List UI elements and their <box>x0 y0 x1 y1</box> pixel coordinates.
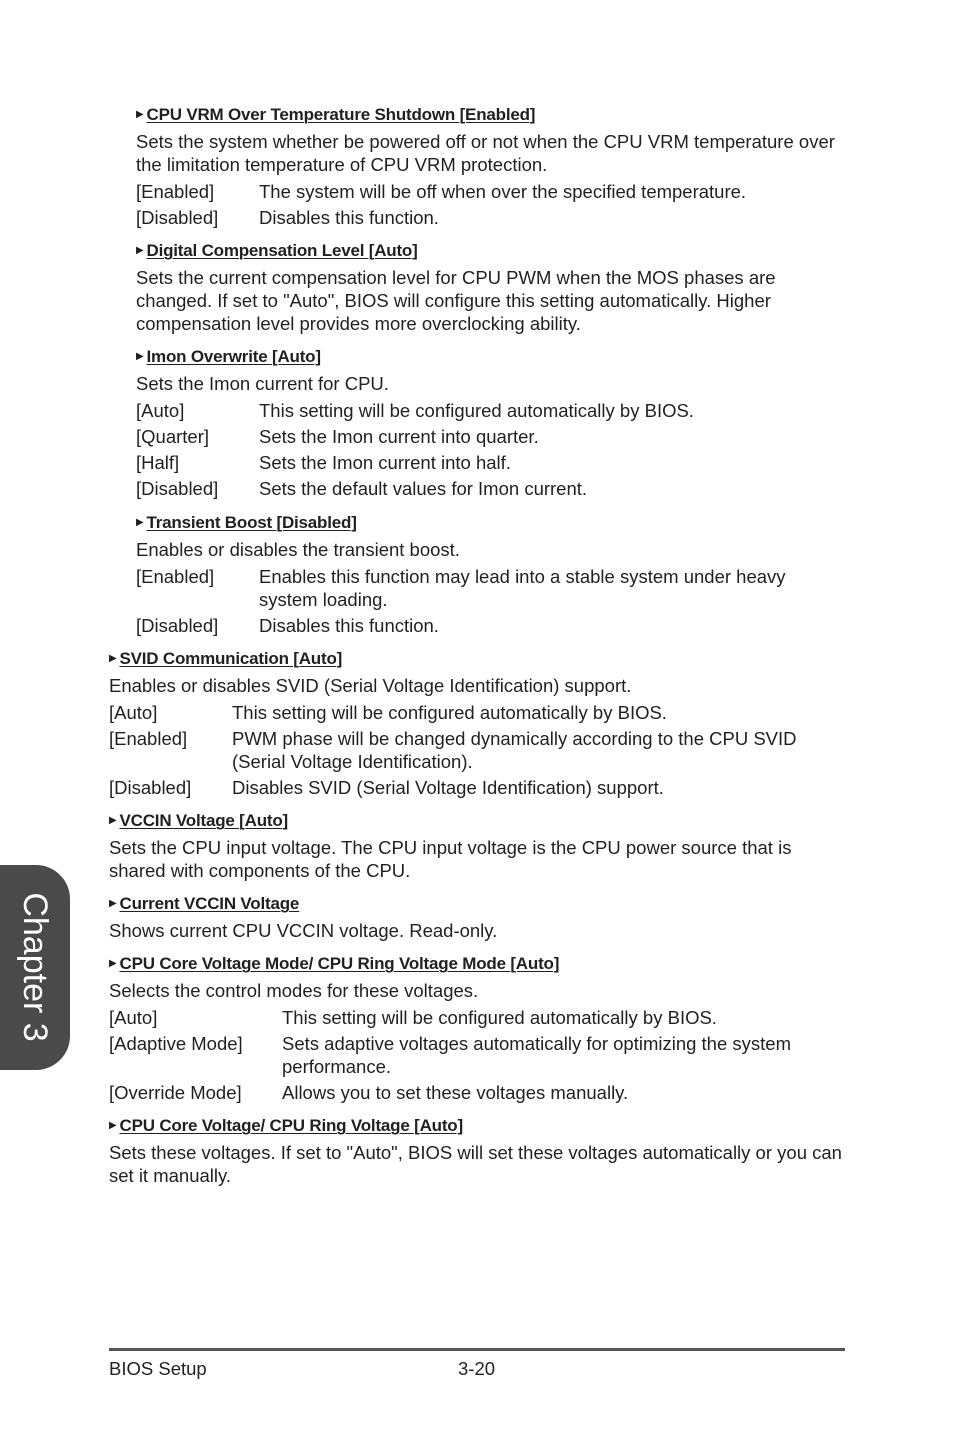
option-value: Sets the Imon current into quarter. <box>259 426 539 447</box>
triangle-bullet-icon: ▶ <box>136 245 144 256</box>
option-value: PWM phase will be changed dynamically according to the CPU SVID (Serial Voltage Identification). <box>232 728 797 772</box>
setting-heading <box>109 1115 849 1137</box>
setting-heading <box>136 240 836 262</box>
setting-title: Transient Boost [Disabled] <box>146 513 357 532</box>
setting-cpu-core-voltage <box>109 1115 849 1191</box>
option-value: Sets the default values for Imon current. <box>259 478 588 499</box>
setting-description: Enables or disables SVID (Serial Voltage Identification) support. <box>109 675 632 696</box>
setting-imon-overwrite <box>136 346 836 503</box>
setting-title: CPU VRM Over Temperature Shutdown [Enabled] <box>146 105 536 124</box>
option-key: [Auto] <box>136 400 185 421</box>
option-row <box>136 206 836 229</box>
option-key: [Override Mode] <box>109 1082 242 1103</box>
setting-digital-compensation-level <box>136 240 836 339</box>
option-key: [Half] <box>136 452 180 473</box>
setting-title: VCCIN Voltage [Auto] <box>119 811 289 830</box>
option-value: This setting will be configured automatically by BIOS. <box>259 400 694 421</box>
option-row <box>136 180 836 203</box>
setting-description: Sets the CPU input voltage. The CPU input voltage is the CPU power source that is shared with components of the CPU. <box>109 837 792 881</box>
option-row <box>136 399 836 422</box>
chapter-tab-label: Chapter 3 <box>16 892 54 1042</box>
setting-heading <box>136 512 836 534</box>
option-value: Disables SVID (Serial Voltage Identification) support. <box>232 777 664 798</box>
option-key: [Enabled] <box>109 728 188 749</box>
option-value: The system will be off when over the specified temperature. <box>259 181 747 202</box>
option-value: Sets adaptive voltages automatically for optimizing the system performance. <box>282 1033 791 1077</box>
setting-title: CPU Core Voltage Mode/ CPU Ring Voltage Mode [Auto] <box>119 954 560 973</box>
option-key: [Adaptive Mode] <box>109 1033 243 1054</box>
option-row <box>109 701 849 724</box>
setting-description: Sets the current compensation level for CPU PWM when the MOS phases are changed. If set to "Auto", BIOS will configure this setting automatically. Higher compensation level provides more overclocking ability. <box>136 267 776 334</box>
footer-divider <box>109 1348 845 1351</box>
setting-current-vccin-voltage <box>109 893 849 946</box>
setting-heading <box>136 104 836 126</box>
setting-cpu-core-voltage-mode <box>109 953 849 1107</box>
option-value: This setting will be configured automatically by BIOS. <box>232 702 667 723</box>
setting-description: Enables or disables the transient boost. <box>136 539 460 560</box>
option-row <box>136 477 836 500</box>
setting-title: SVID Communication [Auto] <box>119 649 343 668</box>
page-number: 3-20 <box>458 1358 496 1379</box>
option-key: [Auto] <box>109 702 158 723</box>
option-row <box>109 1006 849 1029</box>
setting-description: Selects the control modes for these voltages. <box>109 980 479 1001</box>
option-key: [Enabled] <box>136 566 215 587</box>
option-row <box>109 776 849 799</box>
option-value: Enables this function may lead into a stable system under heavy system loading. <box>259 566 786 610</box>
option-value: This setting will be configured automatically by BIOS. <box>282 1007 717 1028</box>
setting-transient-boost <box>136 512 836 640</box>
triangle-bullet-icon: ▶ <box>109 898 117 909</box>
setting-description: Sets these voltages. If set to "Auto", BIOS will set these voltages automatically or you can set it manually. <box>109 1142 842 1186</box>
option-row <box>136 425 836 448</box>
option-key: [Disabled] <box>136 207 219 228</box>
chapter-tab <box>0 865 70 1070</box>
setting-heading <box>109 648 849 670</box>
setting-heading <box>109 810 849 832</box>
setting-vccin-voltage <box>109 810 849 886</box>
setting-heading <box>136 346 836 368</box>
option-key: [Quarter] <box>136 426 209 447</box>
option-key: [Enabled] <box>136 181 215 202</box>
triangle-bullet-icon: ▶ <box>136 351 144 362</box>
triangle-bullet-icon: ▶ <box>136 109 144 120</box>
triangle-bullet-icon: ▶ <box>109 653 117 664</box>
setting-heading <box>109 953 849 975</box>
triangle-bullet-icon: ▶ <box>136 517 144 528</box>
option-value: Disables this function. <box>259 207 439 228</box>
setting-description: Sets the system whether be powered off or not when the CPU VRM temperature over the limitation temperature of CPU VRM protection. <box>136 131 835 175</box>
setting-title: Imon Overwrite [Auto] <box>146 347 321 366</box>
option-value: Allows you to set these voltages manually. <box>282 1082 629 1103</box>
option-value: Disables this function. <box>259 615 439 636</box>
footer-section-name: BIOS Setup <box>109 1358 207 1379</box>
option-row <box>136 565 836 611</box>
triangle-bullet-icon: ▶ <box>109 1120 117 1131</box>
option-value: Sets the Imon current into half. <box>259 452 511 473</box>
option-row <box>109 1081 849 1104</box>
setting-description: Sets the Imon current for CPU. <box>136 373 389 394</box>
setting-svid-communication <box>109 648 849 802</box>
setting-cpu-vrm-over-temp-shutdown <box>136 104 836 232</box>
setting-title: CPU Core Voltage/ CPU Ring Voltage [Auto] <box>119 1116 463 1135</box>
option-row <box>109 1032 849 1078</box>
setting-title: Digital Compensation Level [Auto] <box>146 241 418 260</box>
setting-heading <box>109 893 849 915</box>
option-key: [Disabled] <box>136 615 219 636</box>
triangle-bullet-icon: ▶ <box>109 815 117 826</box>
option-key: [Disabled] <box>109 777 192 798</box>
option-row <box>136 614 836 637</box>
option-row <box>109 727 849 773</box>
setting-title: Current VCCIN Voltage <box>119 894 300 913</box>
setting-description: Shows current CPU VCCIN voltage. Read-only. <box>109 920 498 941</box>
option-row <box>136 451 836 474</box>
option-key: [Auto] <box>109 1007 158 1028</box>
triangle-bullet-icon: ▶ <box>109 958 117 969</box>
option-key: [Disabled] <box>136 478 219 499</box>
